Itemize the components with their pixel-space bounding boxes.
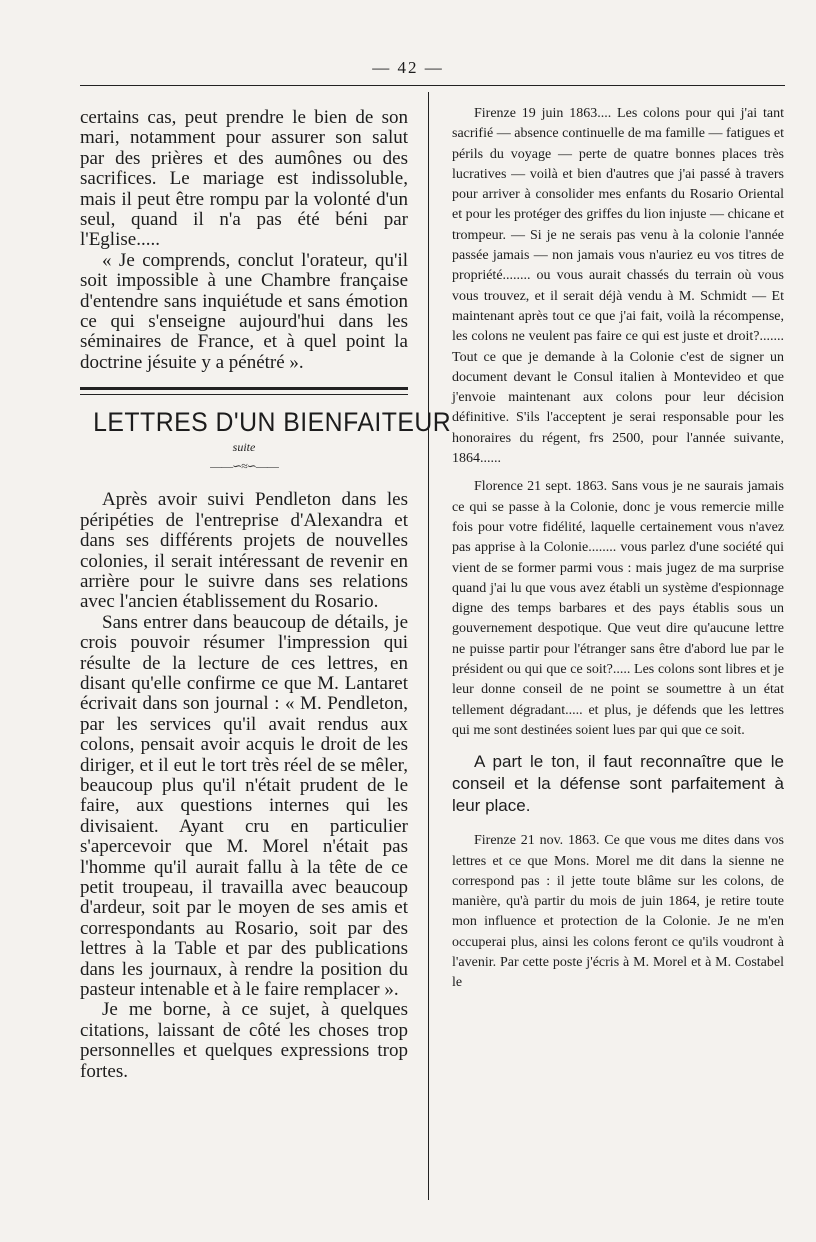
ornament-divider: ——∽≈∽—— [210, 459, 278, 474]
paragraph: Sans entrer dans beaucoup de détails, je crois pouvoir résumer l'impression qui résulte de la lecture de ces lettres, en disant qu'elle confirme ce que M. Lantaret écrivait dans son journal : « M. Pendleton, par les services qu'il avait rendus aux colons, pensait avoir acquis le droit de les diriger, et il eut le tort très réel de se mêler, beaucoup plus qu'il n'était prudent de le faire, aux questions internes qui les divisaient. Ayant cru en particulier s'apercevoir que M. Morel n'était pas l'homme qu'il aurait fallu à la tête de ce petit troupeau, il travailla avec beaucoup d'ardeur, soit par le moyen de ses amis et correspondants au Rosario, soit par des lettres à la Table et par des publications dans les journaux, à rendre la position du pasteur intenable et à le faire remplacer ». [80, 611, 408, 1001]
paragraph: certains cas, peut prendre le bien de son mari, notamment pour assurer son salut par des prières et des aumônes ou des sacrifices. Le mariage est indissoluble, mais il peut être rompu par la volonté d'un seul, quand il n'a pas été béni par l'Eglise..... [80, 107, 408, 251]
left-column [80, 107, 452, 1082]
paragraph: Après avoir suivi Pendleton dans les péripéties de l'entreprise d'Alexandra et dans ses différents projets de nouvelles colonies, il serait intéressant de revenir en arrière pour le suivre dans ses relations avec l'ancien établissement du Rosario. [80, 489, 408, 613]
letter-excerpt: Florence 21 sept. 1863. Sans vous je ne saurais jamais ce qui se passe à la Colonie, donc je vous remercie mille fois pour votre fidélité, laquelle certainement vous n'avez pas apprise à la Colonie........ vous parlez d'une société qui vient de se former parmi vous : mais jugez de ma surprise quand j'ai lu que vous avez établi un système d'espionnage digne des temps barbares et des pays établis sous un gouvernement despotique. Que veut dire qu'aucune lettre ne puisse partir pour l'étranger sans être d'abord lue par le président ou qui que ce soit?..... Les colons sont libres et je leur donne conseil de ne point se soumettre à un état tellement dégradant..... et plus, je défends que les lettres qui me sont destinées soient lues par qui que ce soit. [452, 479, 784, 738]
commentary: A part le ton, il faut reconnaître que le conseil et la défense sont parfaitement à leur place. [452, 752, 784, 816]
letter-excerpt: Firenze 21 nov. 1863. Ce que vous me dites dans vos lettres et ce que Mons. Morel me dit dans la sienne ne correspond pas : il jette toute blâme sur les colons, de manière, qu'à partir du mois de juin 1864, je retire toute mon influence et protection de la Colonie. Je ne m'en occuperai plus, ainsi les colons feront ce qu'ils voudront à l'avenir. Par cette poste j'écris à M. Morel et à M. Costabel le [452, 833, 784, 991]
header-rule [80, 85, 785, 86]
column-divider [428, 92, 429, 1200]
paragraph: « Je comprends, conclut l'orateur, qu'il soit impossible à une Chambre française d'entendre sans inquiétude et sans émotion ce qui s'enseigne aujourd'hui dans les séminaires de France, et à quel point la doctrine jésuite y a pénétré ». [80, 249, 408, 373]
page-number: — 42 — [372, 58, 444, 77]
letter-excerpt: Firenze 19 juin 1863.... Les colons pour qui j'ai tant sacrifié — absence continuelle de ma famille — fatigues et périls du voyage — perte de quatre bonnes places très lucratives — voilà et bien d'autres que j'ai passé à travers pour arriver à consolider mes enfants du Rosario Oriental et pour les protéger des griffes du lion injuste — chicane et trompeur. — Si je ne serais pas venu à la colonie l'année passée jamais — non jamais vous n'auriez eu vos titres de propriété........ ou vous aurait chassés du terrain où vous vous trouvez, et il serait déjà vendu à M. Schmidt — Et maintenant après tout ce que j'ai fait, voilà la récompense, les colons ne veulent pas faire ce qui est juste et droit?....... Tout ce que je demande à la Colonie c'est de signer un document devant le Consul italien à Montevideo et que j'envoie maintenant aux colons pour leur décision définitive. S'ils l'acceptent je serai responsable pour les honoraires du régent, frs 2500, pour l'année suivante, 1864...... [452, 106, 784, 467]
section-rule [80, 387, 408, 395]
section-title: LETTRES D'UN BIENFAITEUR [93, 407, 452, 438]
paragraph: Je me borne, à ce sujet, à quelques citations, laissant de côté les choses trop personnelles et quelques expressions trop fortes. [80, 999, 408, 1082]
right-column [452, 104, 784, 994]
section-subtitle: suite [232, 440, 256, 455]
